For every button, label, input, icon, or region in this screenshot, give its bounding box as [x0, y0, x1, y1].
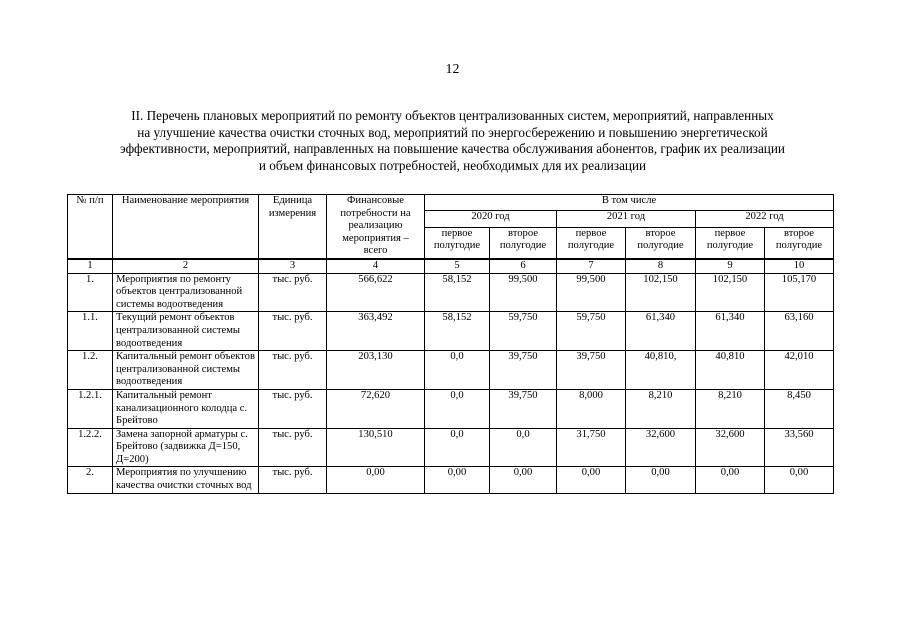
header-half: первое полугодие — [557, 227, 626, 259]
row-value: 8,000 — [557, 389, 626, 428]
row-total: 203,130 — [327, 351, 425, 390]
row-value: 61,340 — [626, 312, 696, 351]
row-number: 2. — [68, 467, 113, 493]
row-value: 102,150 — [696, 273, 765, 312]
row-number: 1. — [68, 273, 113, 312]
row-unit: тыс. руб. — [259, 467, 327, 493]
header-half: второе полугодие — [626, 227, 696, 259]
row-value: 39,750 — [490, 389, 557, 428]
column-number: 6 — [490, 259, 557, 273]
row-value: 102,150 — [626, 273, 696, 312]
row-value: 42,010 — [765, 351, 834, 390]
table-row — [68, 389, 834, 428]
row-total: 130,510 — [327, 428, 425, 467]
row-name: Замена запорной арматуры с. Брейтово (задвижка Д=150, Д=200) — [113, 428, 259, 467]
row-value: 0,00 — [696, 467, 765, 493]
row-unit: тыс. руб. — [259, 273, 327, 312]
row-value: 8,210 — [696, 389, 765, 428]
column-number: 5 — [425, 259, 490, 273]
table-row — [68, 351, 834, 390]
header-including: В том числе — [425, 195, 834, 211]
row-value: 32,600 — [626, 428, 696, 467]
column-number: 3 — [259, 259, 327, 273]
row-value: 99,500 — [557, 273, 626, 312]
row-number: 1.1. — [68, 312, 113, 351]
row-value: 8,210 — [626, 389, 696, 428]
title-line: на улучшение качества очистки сточных вод, мероприятий по энергосбережению и повышению энергетической — [137, 124, 768, 140]
row-value: 32,600 — [696, 428, 765, 467]
header-year: 2020 год — [425, 211, 557, 227]
row-value: 61,340 — [696, 312, 765, 351]
row-number: 1.2. — [68, 351, 113, 390]
row-value: 58,152 — [425, 273, 490, 312]
header-year: 2021 год — [557, 211, 696, 227]
row-value: 0,0 — [425, 351, 490, 390]
row-name: Текущий ремонт объектов централизованной системы водоотведения — [113, 312, 259, 351]
row-value: 0,0 — [425, 389, 490, 428]
document-title — [60, 108, 845, 174]
row-value: 105,170 — [765, 273, 834, 312]
row-value: 8,450 — [765, 389, 834, 428]
row-number: 1.2.1. — [68, 389, 113, 428]
row-value: 40,810, — [626, 351, 696, 390]
row-value: 0,0 — [490, 428, 557, 467]
row-number: 1.2.2. — [68, 428, 113, 467]
header-num: № п/п — [68, 195, 113, 259]
table-row — [68, 467, 834, 493]
row-value: 99,500 — [490, 273, 557, 312]
column-number: 2 — [113, 259, 259, 273]
header-name: Наименование мероприятия — [113, 195, 259, 259]
row-value: 31,750 — [557, 428, 626, 467]
row-value: 39,750 — [557, 351, 626, 390]
row-name: Капитальный ремонт канализационного колодца с. Брейтово — [113, 389, 259, 428]
header-unit: Единица измерения — [259, 195, 327, 259]
row-value: 40,810 — [696, 351, 765, 390]
row-name: Мероприятия по ремонту объектов централизованной системы водоотведения — [113, 273, 259, 312]
row-name: Капитальный ремонт объектов централизованной системы водоотведения — [113, 351, 259, 390]
title-line: и объем финансовых потребностей, необходимых для их реализации — [258, 157, 647, 173]
row-unit: тыс. руб. — [259, 312, 327, 351]
table-row — [68, 273, 834, 312]
header-half: первое полугодие — [425, 227, 490, 259]
column-number: 1 — [68, 259, 113, 273]
header-half: второе полугодие — [490, 227, 557, 259]
table-row — [68, 312, 834, 351]
row-unit: тыс. руб. — [259, 351, 327, 390]
column-number-row — [68, 259, 834, 273]
row-value: 0,00 — [490, 467, 557, 493]
header-year: 2022 год — [696, 211, 834, 227]
financial-plan-table — [67, 194, 834, 494]
row-unit: тыс. руб. — [259, 389, 327, 428]
column-number: 9 — [696, 259, 765, 273]
column-number: 10 — [765, 259, 834, 273]
table-row — [68, 428, 834, 467]
row-unit: тыс. руб. — [259, 428, 327, 467]
row-total: 0,00 — [327, 467, 425, 493]
header-half: второе полугодие — [765, 227, 834, 259]
column-number: 7 — [557, 259, 626, 273]
row-name: Мероприятия по улучшению качества очистки сточных вод — [113, 467, 259, 493]
row-value: 0,0 — [425, 428, 490, 467]
title-line: эффективности, мероприятий, направленных на повышение качества обслуживания абонентов, график их реализации — [120, 141, 785, 156]
row-value: 39,750 — [490, 351, 557, 390]
header-total: Финансовые потребности на реализацию мероприятия – всего — [327, 195, 425, 259]
page-number: 12 — [445, 62, 460, 77]
column-number: 4 — [327, 259, 425, 273]
row-value: 33,560 — [765, 428, 834, 467]
row-value: 0,00 — [425, 467, 490, 493]
row-value: 59,750 — [490, 312, 557, 351]
row-value: 58,152 — [425, 312, 490, 351]
header-half: первое полугодие — [696, 227, 765, 259]
row-total: 72,620 — [327, 389, 425, 428]
row-value: 0,00 — [626, 467, 696, 493]
row-value: 0,00 — [765, 467, 834, 493]
column-number: 8 — [626, 259, 696, 273]
row-total: 363,492 — [327, 312, 425, 351]
row-value: 0,00 — [557, 467, 626, 493]
title-line: II. Перечень плановых мероприятий по ремонту объектов централизованных систем, мероприятий, направленных — [131, 108, 774, 123]
row-value: 63,160 — [765, 312, 834, 351]
row-total: 566,622 — [327, 273, 425, 312]
row-value: 59,750 — [557, 312, 626, 351]
